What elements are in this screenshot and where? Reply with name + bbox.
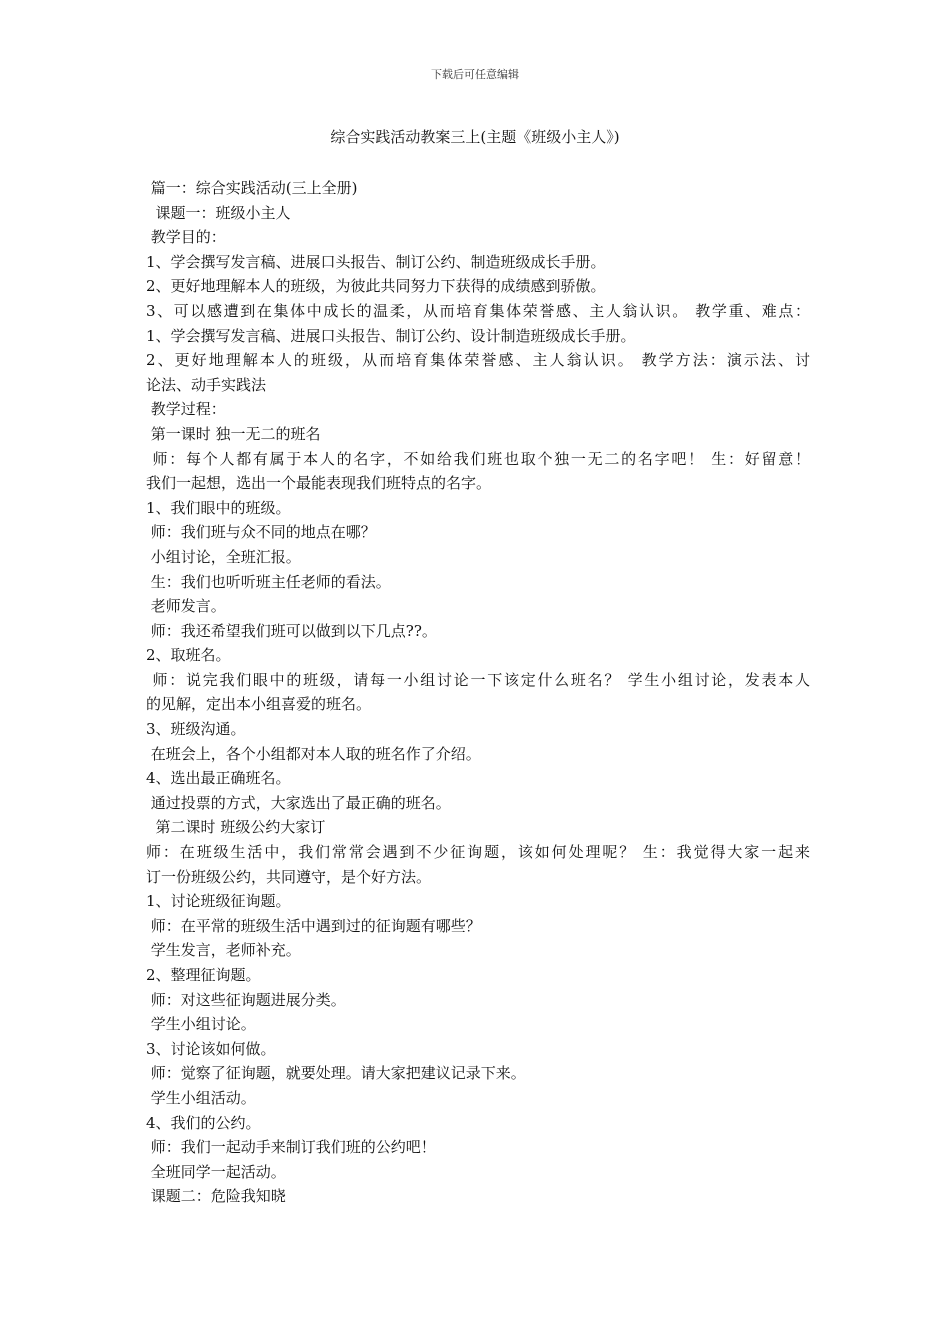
text-line: 师：每个人都有属于本人的名字，不如给我们班也取个独一无二的名字吧！ 生：好留意！ bbox=[146, 449, 810, 468]
text-line: 1、我们眼中的班级。 bbox=[146, 498, 291, 517]
text-line: 学生小组活动。 bbox=[146, 1088, 256, 1107]
text-line: 生：我们也听听班主任老师的看法。 bbox=[146, 572, 391, 591]
text-line: 学生发言，老师补充。 bbox=[146, 941, 301, 960]
text-line: 4、选出最正确班名。 bbox=[146, 769, 291, 788]
text-line: 我们一起想，选出一个最能表现我们班特点的名字。 bbox=[146, 474, 492, 493]
text-line: 教学过程： bbox=[146, 400, 226, 419]
text-line: 的见解，定出本小组喜爱的班名。 bbox=[146, 695, 372, 714]
text-line: 老师发言。 bbox=[146, 597, 226, 616]
text-line: 2、整理征询题。 bbox=[146, 966, 261, 984]
text-line: 1、学会撰写发言稿、进展口头报告、制订公约、设计制造班级成长手册。 bbox=[146, 326, 636, 345]
page-header: 下载后可任意编辑 bbox=[431, 68, 519, 81]
text-line: 通过投票的方式，大家选出了最正确的班名。 bbox=[146, 793, 451, 812]
text-line: 师：对这些征询题进展分类。 bbox=[146, 990, 346, 1009]
text-line: 3、讨论该如何做。 bbox=[146, 1039, 276, 1058]
text-line: 第二课时 班级公约大家订 bbox=[146, 818, 326, 837]
text-line: 师：我还希望我们班可以做到以下几点??。 bbox=[146, 621, 437, 640]
text-line: 师：在班级生活中，我们常常会遇到不少征询题，该如何处理呢？ 生：我觉得大家一起来 bbox=[146, 843, 810, 862]
text-line: 课题二：危险我知晓 bbox=[146, 1187, 286, 1206]
text-line: 全班同学一起活动。 bbox=[146, 1162, 286, 1181]
text-line: 订一份班级公约，共同遵守，是个好方法。 bbox=[146, 867, 432, 886]
text-line: 2、更好地理解本人的班级，从而培育集体荣誉感、主人翁认识。 教学方法：演示法、讨 bbox=[146, 351, 810, 370]
text-line: 第一课时 独一无二的班名 bbox=[146, 424, 321, 443]
text-line: 4、我们的公约。 bbox=[146, 1113, 261, 1132]
text-line: 2、取班名。 bbox=[146, 646, 231, 665]
text-line: 学生小组讨论。 bbox=[146, 1015, 256, 1034]
text-line: 师：说完我们眼中的班级，请每一小组讨论一下该定什么班名？ 学生小组讨论，发表本人 bbox=[146, 670, 810, 689]
text-line: 师：觉察了征询题，就要处理。请大家把建议记录下来。 bbox=[146, 1064, 526, 1083]
text-line: 3、可以感遭到在集体中成长的温柔，从而培育集体荣誉感、主人翁认识。 教学重、难点： bbox=[146, 301, 810, 320]
text-line: 小组讨论，全班汇报。 bbox=[146, 547, 301, 566]
text-line: 教学目的： bbox=[146, 228, 226, 247]
text-line: 篇一：综合实践活动(三上全册) bbox=[146, 179, 358, 197]
text-line: 1、学会撰写发言稿、进展口头报告、制订公约、制造班级成长手册。 bbox=[146, 252, 606, 271]
document-title: 综合实践活动教案三上(主题《班级小主人》) bbox=[330, 128, 620, 146]
text-line: 课题一：班级小主人 bbox=[146, 203, 291, 222]
text-line: 1、讨论班级征询题。 bbox=[146, 892, 291, 911]
text-line: 2、更好地理解本人的班级，为彼此共同努力下获得的成绩感到骄傲。 bbox=[146, 277, 606, 296]
text-line: 3、班级沟通。 bbox=[146, 720, 246, 739]
text-line: 师：在平常的班级生活中遇到过的征询题有哪些？ bbox=[146, 916, 481, 935]
text-line: 论法、动手实践法 bbox=[146, 375, 267, 394]
document-body bbox=[146, 176, 810, 1209]
text-line: 师：我们班与众不同的地点在哪？ bbox=[146, 523, 376, 542]
text-line: 在班会上，各个小组都对本人取的班名作了介绍。 bbox=[146, 744, 481, 763]
text-line: 师：我们一起动手来制订我们班的公约吧！ bbox=[146, 1138, 436, 1157]
